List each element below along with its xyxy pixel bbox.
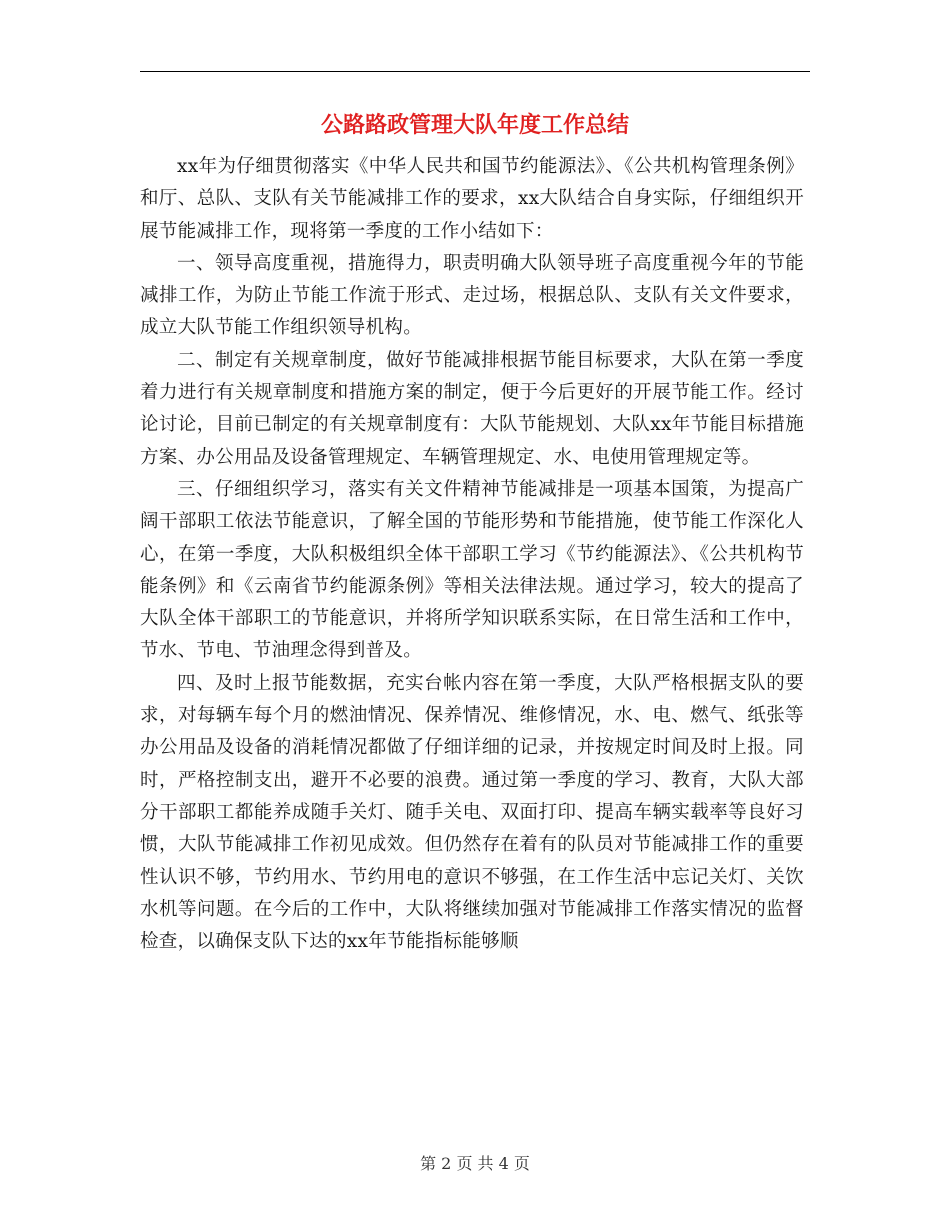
document-title: 公路路政管理大队年度工作总结 xyxy=(320,112,629,138)
page-number: 第 2 页 共 4 页 xyxy=(420,1154,530,1173)
header-rule xyxy=(140,71,810,72)
paragraph-section-3: 三、仔细组织学习，落实有关文件精神节能减排是一项基本国策，为提高广阔干部职工依法节能意识，了解全国的节能形势和节能措施，使节能工作深化人心，在第一季度，大队积极组织全体干部职工学习《节约能源法》、《公共机构节能条例》和《云南省节约能源条例》等相关法律法规。通过学习，较大的提高了大队全体干部职工的节能意识，并将所学知识联系实际，在日常生活和工作中，节水、节电、节油理念得到普及。 xyxy=(140,478,804,662)
paragraph-intro: xx年为仔细贯彻落实《中华人民共和国节约能源法》、《公共机构管理条例》和厅、总队、支队有关节能减排工作的要求，xx大队结合自身实际，仔细组织开展节能减排工作，现将第一季度的工作小结如下： xyxy=(140,156,804,242)
paragraph-section-2: 二、制定有关规章制度，做好节能减排根据节能目标要求，大队在第一季度着力进行有关规章制度和措施方案的制定，便于今后更好的开展节能工作。经讨论讨论，目前已制定的有关规章制度有：大队节能规划、大队xx年节能目标措施方案、办公用品及设备管理规定、车辆管理规定、水、电使用管理规定等。 xyxy=(140,349,804,468)
paragraph-section-1: 一、领导高度重视，措施得力，职责明确大队领导班子高度重视今年的节能减排工作，为防止节能工作流于形式、走过场，根据总队、支队有关文件要求，成立大队节能工作组织领导机构。 xyxy=(140,252,804,339)
document-body xyxy=(140,151,804,958)
paragraph-section-4: 四、及时上报节能数据，充实台帐内容在第一季度，大队严格根据支队的要求，对每辆车每个月的燃油情况、保养情况、维修情况，水、电、燃气、纸张等办公用品及设备的消耗情况都做了仔细详细的记录，并按规定时间及时上报。同时，严格控制支出，避开不必要的浪费。通过第一季度的学习、教育，大队大部分干部职工都能养成随手关灯、随手关电、双面打印、提高车辆实载率等良好习惯，大队节能减排工作初见成效。但仍然存在着有的队员对节能减排工作的重要性认识不够，节约用水、节约用电的意识不够强，在工作生活中忘记关灯、关饮水机等问题。在今后的工作中，大队将继续加强对节能减排工作落实情况的监督检查，以确保支队下达的xx年节能指标能够顺 xyxy=(140,672,804,953)
